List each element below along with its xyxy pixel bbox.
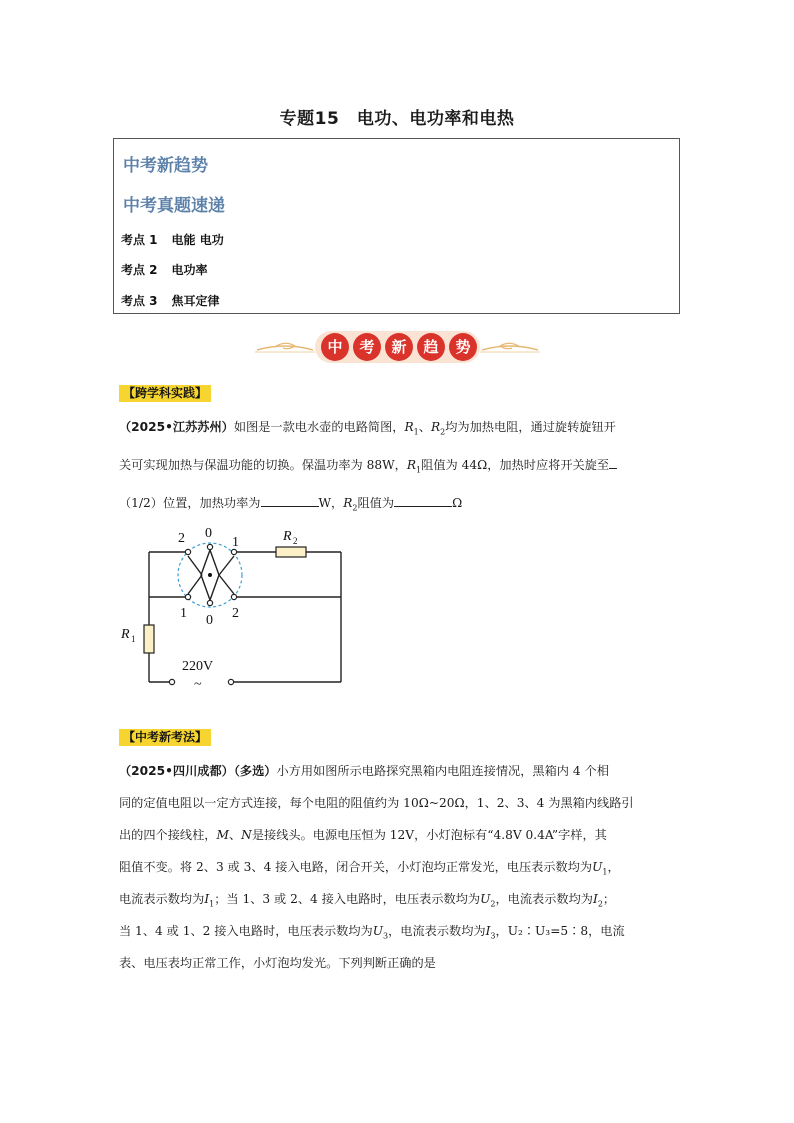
q2-source: （2025•四川成都）（多选） xyxy=(119,764,277,778)
r2-sub: 2 xyxy=(293,536,298,546)
toc-item-text: 焦耳定律 xyxy=(171,294,220,308)
terminal-label: 0 xyxy=(206,613,213,628)
banner-char-5: 势 xyxy=(449,333,477,361)
toc-item-text: 电能 电功 xyxy=(171,233,224,247)
toc-item-label: 考点 1 xyxy=(121,233,158,247)
answer-blank-2[interactable] xyxy=(261,494,319,507)
q2-line-3: 出的四个接线柱，M、N是接线头。电源电压恒为 12V，小灯泡标有“4.8V 0.4A”字样，其 xyxy=(119,828,607,842)
q1-line-3: （1/2）位置，加热功率为 W，$R_2$阻值为 Ω xyxy=(119,496,463,513)
terminal-label: 2 xyxy=(178,531,185,546)
terminal-label: 1 xyxy=(232,535,239,550)
q2-line-1: （2025•四川成都）（多选）小方用如图所示电路探究黑箱内电阻连接情况，黑箱内 4 个相 xyxy=(119,764,609,778)
terminal-label: 1 xyxy=(180,606,187,621)
r1-sub: 1 xyxy=(131,634,136,644)
answer-blank-3[interactable] xyxy=(394,494,452,507)
toc-item-2[interactable] xyxy=(121,261,208,278)
banner-char-3: 新 xyxy=(385,333,413,361)
voltage-label: 220V xyxy=(182,659,214,674)
answer-blank-1[interactable] xyxy=(609,456,617,469)
toc-item-3[interactable] xyxy=(121,292,220,309)
resistor-r2 xyxy=(276,547,306,557)
q2-line-4: 阻值不变。将 2、3 或 3、4 接入电路，闭合开关，小灯泡均正常发光，电压表示数均为$U_1$， xyxy=(119,860,620,877)
q1-line-2: 关可实现加热与保温功能的切换。保温功率为 88W，$R_1$阻值为 44Ω，加热时应将开关旋至 xyxy=(119,456,617,474)
q1-line-1: （2025•江苏苏州）如图是一款电水壶的电路简图，$R_1$、$R_2$均为加热电阻，通过旋转旋钮开 xyxy=(119,420,616,437)
toc-heading-exam[interactable]: 中考真题速递 xyxy=(123,196,225,216)
question-tag: 【中考新考法】 xyxy=(119,729,211,746)
q2-line-6: 当 1、4 或 1、2 接入电路时，电压表示数均为$U_3$，电流表示数均为$I_3$，U₂∶U₃=5∶8，电流 xyxy=(119,924,625,941)
resistor-r1 xyxy=(144,625,154,653)
q2-line-7: 表、电压表均正常工作，小灯泡均发光。下列判断正确的是 xyxy=(119,956,436,970)
terminal-label: 2 xyxy=(232,606,239,621)
ac-symbol: ~ xyxy=(194,677,202,692)
toc-item-label: 考点 2 xyxy=(121,263,158,277)
q2-line-2: 同的定值电阻以一定方式连接，每个电阻的阻值约为 10Ω~20Ω，1、2、3、4 为黑箱内线路引 xyxy=(119,796,634,810)
page-title: 专题15 电功、电功率和电热 xyxy=(279,109,515,129)
q2-line-5: 电流表示数均为$I_1$；当 1、3 或 2、4 接入电路时，电压表示数均为$U_2$，电流表示数均为$I_2$； xyxy=(119,892,616,909)
table-of-contents xyxy=(113,138,680,314)
question-tag: 【跨学科实践】 xyxy=(119,385,211,402)
section-banner xyxy=(255,328,540,366)
r1-label: R xyxy=(121,627,130,642)
toc-item-text: 电功率 xyxy=(171,263,208,277)
banner-char-1: 中 xyxy=(321,333,349,361)
toc-item-1[interactable] xyxy=(121,231,224,248)
banner-char-2: 考 xyxy=(353,333,381,361)
r2-label: R xyxy=(283,529,292,544)
circuit-diagram xyxy=(118,520,350,692)
q1-source: （2025•江苏苏州） xyxy=(119,420,234,434)
toc-heading-trend[interactable]: 中考新趋势 xyxy=(123,156,208,176)
banner-char-4: 趋 xyxy=(417,333,445,361)
toc-item-label: 考点 3 xyxy=(121,294,158,308)
terminal-label: 0 xyxy=(205,526,212,541)
